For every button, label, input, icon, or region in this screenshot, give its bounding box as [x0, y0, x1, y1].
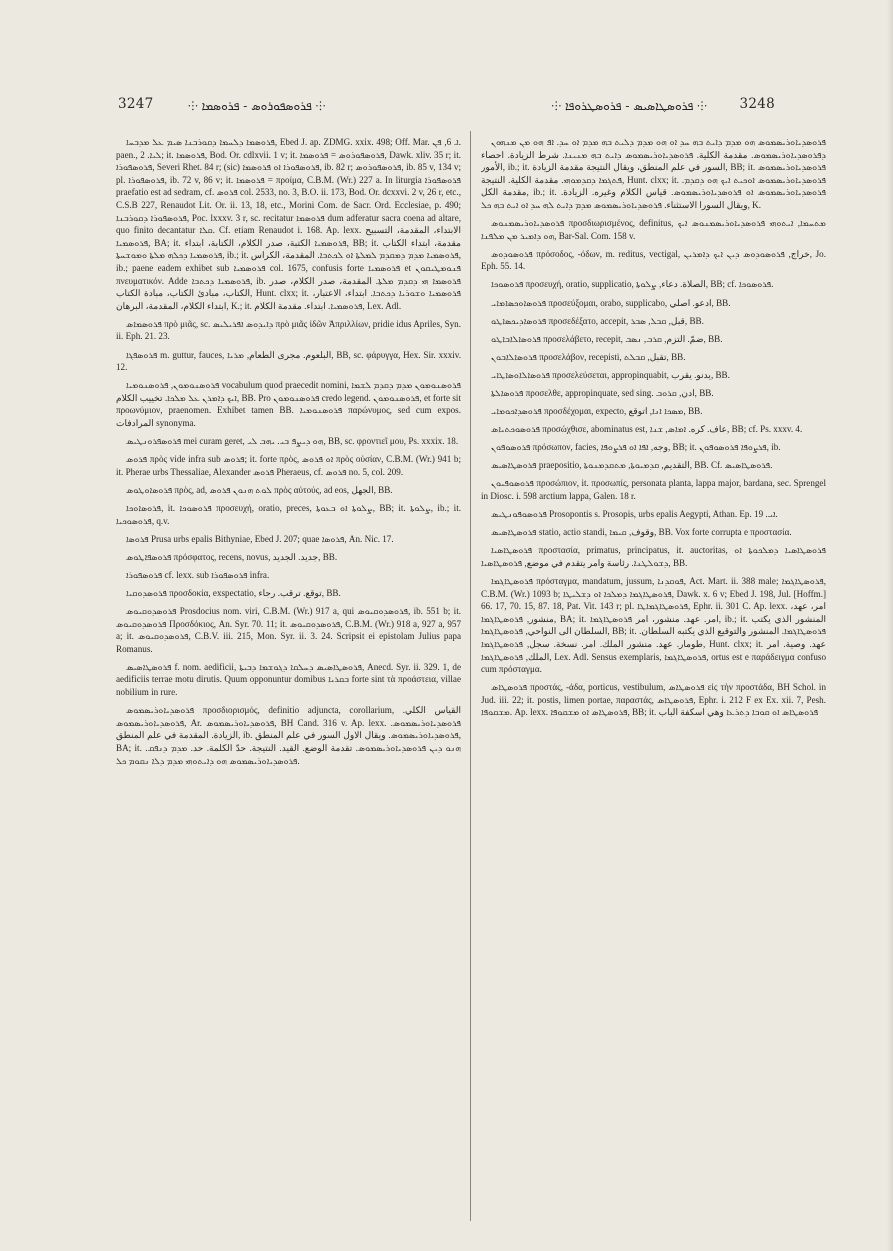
- left-running-title: ⸭ ܦܪܘܣܦܘܪܘܣ - ܦܪܘܣܡܐ ⸭: [188, 99, 326, 113]
- dictionary-entry: ܦܪܘܣܕܝܐܘܪܝܣܡܘܣ ܗܘ ܡܕܡ ܕܐܝܬ ܒܗ ܚܕ ܐܘ ܗܘ ܡܕܡ ܕܠܝܬ ܒܗ ܡܕܡ ܐܘ ܚܕ. ܐܦ ܗܘ ܡܢ ܡܢܗܘܢ ܕܦܪܘܣܕܝܐܘܪܝܣܡܘܣ. مقدمة الكلية. ܦܪܘܣܕܝܐܘܪܝܣܡܘܣ ܕܐܝܬ ܒܗ ܡܢܝܢܐ. شرط الزيادة. احصاء الأمور, ib.; it. السور في علم المنطق، ويقال النتيجة مقدمة الزيادة, BB; it. ܦܪܘܣܕܝܐܘܪܝܣܡܘܣ ܦܬܓܡܐ ܕܩܕܡܘܗܝ. مقدمة الكلية. النتيجة, Hunt. clxx; it. ܦܪܘܣܕܝܐܘܪܝܣܡܘܣ ܐܘܟܝܬ ܐܝܟ ܗܘ ܕܩܕܡ. مقدمة الكل, ib.; it. ܦܪܘܣܕܝܐܘܪܝܣܡܘܣ ܐܘ ܦܪܘܣܕܝܐܘܪܝܣܡܘܣ. قياس الكلام وغيره. الزيادة. ويقال السورا الاستثناء. ܦܪܘܣܕܝܐܘܪܝܣܡܘܣ ܡܕܡ ܕܐܝܬ ܠܗ ܚܕ ܐܘ ܐܝܬ ܒܗ ܟܠ, K.: [481, 137, 826, 210]
- right-running-title: ⸭ ܦܪܘܣܛܐܣܝܣ - ܦܪܘܣܛܪܘܦܐ ⸭: [551, 99, 707, 113]
- dictionary-entry: ܦܪܘܣܐܘܟܣܐܡܐܝ προσεύξομαι, orabo, supplicabo, ادعو. اصلي, BB.: [491, 297, 731, 308]
- dictionary-entry: ܦܪܘܣܛܐܓܡܐ πρόσταγμα, mandatum, jussum, ܦܘܩܕܢܐ, Act. Mart. ii. 388 male; ܦܪܘܣܛܐܓܡܐ, C.B.M. (Wr.) 1093 b; ܦܪܘܣܛܐܓܡܐ ܕܡܠܟܐ ܐܘ ܕܫܠܝܛܐ, Dawk. x. 6 v; Ebed J. 198, Jul. [Hoffm.] 66. 17, 70. 15, 87. 18, Pat. Vit. 143 r; pl. ܦܪܘܣܛܐܓܡܐܛܐ, Ephr. ii. 301 C. Ap. lexx. امر، عهد، منشور, ܦܪܘܣܛܐܓܡܐ, BA; it. امر. عهد. منشور، امر ܦܪܘܣܛܐܓܡܐ, ib.; it. المنشور الذي يكتب السلطان الى النواحي, ܦܪܘܣܛܐܓܡܐ, BB; it. ܦܪܘܣܛܐܓܡܐ. المنشور والتوقيع الذي يكتبه السلطان. طومار. عهد. منشور الملك. امر. نسخة. سجل, ܦܪܘܣܛܐܓܡܐ, Hunt. clxx; it. عهد. وصية. امر الملك, ܦܪܘܣܛܐܓܡܐ, Lex. Adl. Sensus exemplaris, ܦܪܘܣܛܐܓܡܐ, ortus est e παράδειγμα confuso cum πρόσταγμα.: [481, 576, 826, 675]
- page-edge-shadow: [887, 0, 893, 1251]
- running-head: [118, 96, 775, 118]
- dictionary-entry: ܦܪܘܣܕܘܩܝܘܣ Prosdocius nom. viri, C.B.M. (Wr.) 917 a, qui ܦܪܘܣܕܘܩܝܘܣ, ib. 551 b; it. ܦܪܘܣܕܘܩܝܘܣ Προσδόκιος, An. Syr. 70. 11; it. ܦܪܘܣܕܘܩܝܘܣ, C.B.M. (Wr.) 918 a, 927 a, 957 a; it. ܦܪܘܣܕܘܩܝܘܣ, C.B.V. iii. 215, Mon. Syr. ii. 3. 24. Scripsit ei epistolam Julius papa Romanus.: [116, 606, 461, 654]
- dictionary-entry: ܦܪܘܣܘܕܘܣ πρόσοδος, -όδων, m. reditus, vectigal, خراج, ܦܪܘܣܘܕܘܣ ܕܝܢ ܐܝܟ ܕܐܡܪܝܢ, Jo. Eph. 55. 14.: [481, 248, 826, 272]
- dictionary-entry: ܦܪܘܣܦܪܘܢܛܝܣ mei curam geret, ܗܘ ܕܝܨܦ ܒܝ. ܝܗܒ ܠܝ, BB, sc. φροντιεῖ μου, Ps. xxxix. 18.: [126, 436, 459, 447]
- dictionary-entry: ܦܪܘܣܘܟܬܝܐܣ προσώχθισε, abominatus est, عاف. كره. ܐܡܐܣ, ܫܢܐ, BB; cf. Ps. xxxv. 4.: [491, 424, 803, 435]
- dictionary-entry: ܦܪܘܣܐܠܐܘܣܐܛܐܝ προσελεύσεται, appropinquabit, يدنو. يقرب, BB.: [491, 369, 730, 380]
- dictionary-entry: ܦܪܘܣ πρὸς vide infra sub ܦܪܘܣ; it. forte πρὸς, ܐܘ ܦܪܘܣ πρὸς οὐσίαν, C.B.M. (Wr.) 941 b; it. Pherae urbs Thessaliae, Alexander ܦܪܘܣ Pheraeus, cf. ܦܪܘܣ no. 5, col. 209.: [116, 454, 461, 477]
- dictionary-entry: ܦܪܘܣܡܐܣ πρὸ μιᾶς, sc. ܕܐܝܕܘܣ ܐܦܪܝܠܝܣ πρὸ μιᾶς ἰδῶν Ἀπριλλίων, pridie idus Apriles, Syn. ii. Eph. 21. 23.: [116, 318, 461, 342]
- dictionary-entry: ܦܪܘܣܛܐܣܝܐ προστασία, primatus, principatus, it. auctoritas, ܦܪܘܣܛܐܣܝܐ ܕܡܠܟܘܬܐ ܐܘ ܕܫܘܠܛܢܐ. رئاسة وامر يتقدم في موضع, ܦܪܘܣܛܐܣܝܐ, BB.: [481, 545, 826, 568]
- left-page-number: 3247: [118, 96, 154, 112]
- dictionary-entry: ܦܪܘܣܘܦܘܢܛܝܣ Prosopontis s. Prosopis, urbs epalis Aegypti, Athan. Ep. ܐܝ. 19.: [491, 509, 778, 520]
- dictionary-entry: ܦܪܘܣܕܘܩܝܐ προσδοκία, exspectatio, توقع. ترقب. رجاء, BB.: [126, 587, 341, 598]
- dictionary-entry: ܦܪܘܣܐܕܝܟܣܐܛܘ προσεδέξατο, accepit, قبل, ܩܒܠ, ܣܒܪ, BB.: [491, 315, 704, 326]
- dictionary-entry: ܦܪܘܣܐܘܟܐ, it. ܦܪܘܣܘܟܐ προσευχή, oratio, preces, ܨܠܘܬܐ ܐܘ ܒܥܘܬܐ, BB; it. ܨܠܘܬܐ, ib.; it. ܦܪܘܣܘܟܝܐ, q.v.: [116, 502, 461, 526]
- dictionary-entry: ܦܪܘܣܦܓܐ m. guttur, fauces, البلعوم. مجرى الطعام, ܡܪܝܐ, BB, sc. φάρυγγα, Hex. Sir. xxxiv. 12.: [116, 349, 461, 373]
- dictionary-entry: ܦܪܘܣܡܐ ܕܠܚܡܐ ܕܩܘܪܒܢܐ ܣܝܡ ܥܠ ܡܕܒܚܐ, Ebed J. ap. ZDMG. xxix. 498; Off. Mar. ܐ. 6, ܦܢ. paen., ܠܝܐ. 2; it. ܦܪܘܣܡܐ, Bod. Or. cdlxvii. 1 v; it. ܦܪܘܣܦܘܪܘܣ = ܦܪܘܣܡܐ, Dawk. xliv. 35 r; it. ܦܪܘܣܦܘܪܐ, Severi Rhet. 84 r; (sic) ܦܪܘܣܦܘܪܐ ܐܘ ܦܪܘܣܡܐ, ib. 82 r; ܦܪܘܣܦܘܪܘܣ, ib. 85 v, 134 v; pl. ܦܪܘܣܦܘܪܐ, ib. 72 v, 86 v; it. ܦܪܘܣܡܐ = προίμα, C.B.M. (Wr.) 227 a. In liturgia ܦܪܘܣܦܘܪܐ praefatio est ad sedram, cf. ܦܪܘܣ col. 2533, no. 3, B.O. ii. 173, Bod. Or. dcxxvi. 2 v, 26 r, etc., C.S.B 227, Renaudot Lit. Or. ii. 13, 18, etc., Morini Com. de Sacr. Ord. Ecclesiae, p. 490; ܦܪܘܣܦܘܪܐ ܕܩܘܪܒܢܐ, Poc. lxxxv. 3 r, sc. recitatur ܦܪܘܣܡܐ dum adferatur sacra coena ad altare, quo finito decantatur ܩܠܐ. Cf. etiam Renaudot i. 168. Ap. lexx. الابتداء، المقدمة، التسبيح ܦܪܘܣܡܝܐ, BA; it. ܦܪܘܣܡܝܐ الكتبة، صدر الكلام، الكتابة، ابتداء, BB; it. مقدمة، ابتداء الكتاب ܦܪܘܣܡܝܐ ܕܟܠܗ ܡܠܬܐ ܘܡܘܫܚܬܐ, ib.; it. ܦܪܘܣܡܝܐ ܡܕܡ ܕܡܩܕܡ ܠܡܠܬܐ ܐܘ ܠܟܬܒܐ. المقدمة، الكراس, ib.; paene eadem exhibet sub ܦܪܘܣܡܝܐ col. 1675, confusis forte ܦܪܘܣܡܝܐ et ܦܢܘܡܛܝܩܘܢ πνευματικόν. Adde ܦܪܘܣܡܝܐ ܕܟܬܒܐ, ib. ܦܪܘܣܡܐ ܗܝ ܕܩܕܡ ܡܠܬܐ. المقدمة، صدر الكلام، صدر الكتاب، مبادئ الكتاب، مبادة الكتاب, Hunt. clxx; it. ܦܪܘܣܡܝܐ ܘܫܘܪܝܐ ܕܟܬܒܐ. ابتداء، الاعتبار، ابتداء الكلام، المقدمة، البرهان, K.; it. ܦܪܘܣܡܝܐ. ابتداء. مقدمة الكلام, Lex. Adl.: [116, 137, 461, 311]
- dictionary-entry: ܦܪܘܣܕܝܐܘܪܝܣܡܘܣ προσδιορισμός, definitio adjuncta, corollarium, القياس الكلي. ܦܪܘܣܕܝܐܘܪܝܣܡܘܣ, Ar. ܦܪܘܣܕܝܐܘܪܝܣܡܘܣ, BH Cand. 316 v. Ap. lexx. ܦܪܘܣܕܝܐܘܪܝܣܡܘܣ. الزيادة. المقدمة في علم المنطق, ib. ܦܪܘܣܕܝܐܘܪܝܣܡܘܣ. ويقال الاول السور في علم المنطق, BA; it. ܗܢܘ ܕܝܢ ܦܪܘܣܕܝܐܘܪܝܣܡܘܣ. تقدمة الوضع. القيد. النتيجة. حدّ الكلمة. حد. ܡܕܡ ܕܢܦܩ. ܦܪܘܣܕܝܐܘܪܝܣܡܘܣ ܗܘ ܕܐܝܬܘܗܝ ܡܕܡ ܕܠܐ ܢܩܘܡ ܟܠ.: [116, 705, 461, 766]
- dictionary-entry: ܦܪܘܣܐܠܐܒܘܢ προσελάβον, recepisti, تقبل, ܩܒܠܬ, BB.: [491, 351, 686, 362]
- dictionary-entry: ܦܪܘܣܦܘܪܐ cf. lexx. sub ܦܪܘܣܦܘܪܐ infra.: [126, 569, 270, 580]
- dictionary-entry: ܦܪܘܣܛܐܣܝܣ statio, actio standi, وقوف, ܩܝܡܐ, BB. Vox forte corrupta e προστασία.: [491, 527, 792, 538]
- dictionary-entry: ܦܪܘܣܘܟܐ προσευχή, oratio, supplicatio, الصلاة. دعاء, ܨܠܘܬܐ, BB; cf. ܦܪܘܣܘܟܐ.: [491, 279, 774, 290]
- dictionary-entry: ܦܪܘܣܘܦܝܘܢ προσώπιον, it. προσωπίς, personata planta, lappa major, bardana, sec. Sprengel in Diosc. i. 598 arctium lappa, Galen. 18 r.: [481, 478, 826, 502]
- dictionary-entry: ܦܪܘܣܐܠܐܒܐܛܘ προσελάβετο, recepit, ضمّ. التزم, ܩܪܒ, ܢܣܒ, BB.: [491, 333, 723, 344]
- dictionary-entry: ܦܪܘܣܢܘܡܘܢ, ܦܪܘܣܢܘܡܝܐ vocabulum quod praecedit nomini, ܦܪܘܣܢܘܡܘܢ ܡܕܡ ܕܩܕܡ ܠܫܡܐ ܐܝܟ ܕܐܡܪܢ ܥܠ ܡܠܟܐ. تخييب الكلام, BB. Pro ܦܪܘܣܢܘܡܘܢ credo legend. ܦܪܘܣܢܘܡܘܢ, et forte sit προωνύμιον, praenomen. Exhibet tamen BB. ܦܪܘܣܢܘܡܝܐ παρώνυμος, sed cum expos. المرادفات synonyma.: [116, 380, 461, 428]
- right-page-number: 3248: [739, 96, 775, 112]
- dictionary-entry: ܦܪܘܣܘܦܘܢ πρόσωπον, facies, وجه, ܐܦܐ ܐܘ ܦܪܨܘܦܐ, BB; it. ܦܪܨܘܦܐ ܦܪܘܣܘܦܘܢ, ib.: [491, 442, 781, 453]
- dictionary-entry: ܦܪܘܣܐܘܛܘܣ πρὸς, ad, ܠܘܬ ܗܢܘܢ ܦܪܘܣ πρὸς αὐτούς, ad eos, الجهل, BB.: [126, 484, 393, 495]
- dictionary-entry: ܦܪܘܣܦܐܛܘܣ πρόσφατος, recens, novus, جديد. الجديد, BB.: [126, 551, 338, 562]
- dictionary-entry: ܦܪܘܣܕܝܐܘܪܝܣܡܢܘܣ προσδιωρισμένος, definitus, ܡܬܚܡܐ, ܐܝܬܘܗܝ ܦܪܘܣܕܝܐܘܪܝܣܡܢܘܣ ܐܝܟ ܗܘ ܕܐܡܝܪ ܡܢ ܡܠܦܢܐ, Bar-Sal. Com. 158 v.: [481, 218, 826, 241]
- dictionary-entry: ܦܪܘܣܛܐܣ προστάς, -άδα, porticus, vestibulum, ܦܪܘܣܛܐܣ εἰς τὴν προστάδα, BH Schol. in Jud. iii. 22; it. postis, limen portae, παραστάς, ܦܪܘܣܛܐܣ, Ephr. i. 212 F ex Ex. xii. 7, Pesh. ܡܫܩܘܦܐ. Ap. lexx. ܦܪܘܣܛܐܣ ܐܘ ܡܫܩܘܦܐ, BB; it. ܦܪܘܣܛܐܣ ܐܘ ܩܘܒܐ ܕܬܪܥܐ وهي اسكفة الباب: [481, 682, 826, 718]
- dictionary-entry: ܦܪܘܣܕܐܟܘܡܐܝ προσδέχομαι, expecto, ܡܣܟܐ ܐܢܐ, اتوقع, BB.: [491, 406, 703, 417]
- dictionary-entry: ܦܪܘܣܐܠܬܐ προσελθε, appropinquate, sed sing. ادن, ܩܪܘܒ, BB.: [491, 388, 714, 398]
- dictionary-entry: ܦܪܘܣܛܐܣܝܣ f. nom. aedificii, ܦܪܘܣܛܐܣܝܣ ܕܚܠܩܐ ܕܓܘܫܡܐ ܕܒܝܬܐ, Anecd. Syr. ii. 329. 1, de aedificiis terrae motu dirutis. Quum opponuntur domibus ܒܩܪܝܐ forte sint τὰ προάστεια, villae nobilium in rure.: [116, 661, 461, 698]
- left-column: [116, 136, 461, 1226]
- dictionary-entry: ܦܪܘܣܐ Prusa urbs epalis Bithyniae, Ebed J. 207; quae ܦܪܘܣܐ, An. Nic. 17.: [126, 533, 394, 544]
- dictionary-entry: ܦܪܘܣܛܐܣܝܣ praepositio, التقديم, ܩܕܡܝܘܬܐ, ܡܬܩܕܡܢܘܬܐ, BB. Cf. ܦܪܘܣܛܐܣܝܣ.: [491, 460, 773, 471]
- right-column: [481, 136, 826, 1226]
- column-divider: [470, 131, 471, 1221]
